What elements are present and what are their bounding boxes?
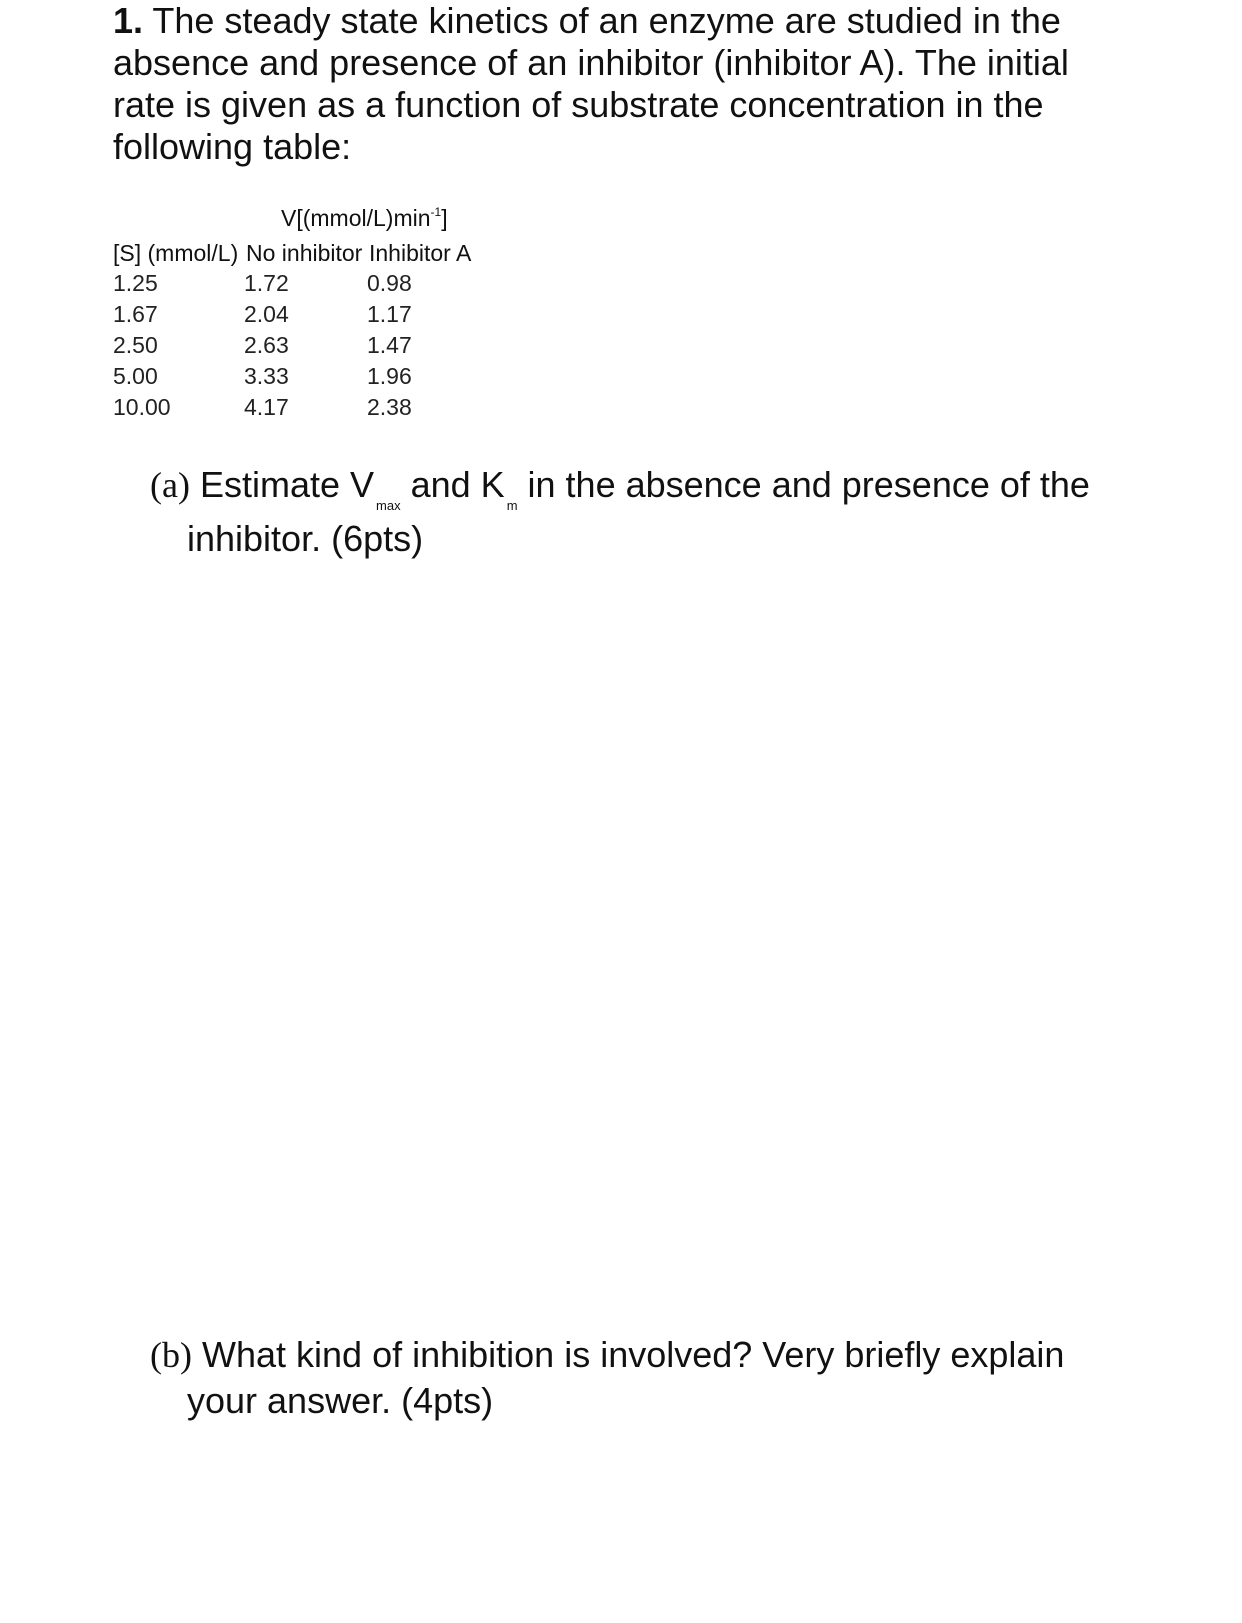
table-cell: 2.63 <box>244 332 289 358</box>
part-a-question: (a) Estimate $V_{max}and$ $K_min$ the absence and presence of the inhibitor. (6pts) <box>150 462 1130 562</box>
question-text: The steady state kinetics of an enzyme are studied in the absence and presence of an inhibitor (inhibitor A). The initial rate is given as a function of substrate concentration in the following table: <box>113 0 1069 167</box>
part-b-line2: your answer. (4pts) <box>187 1380 494 1421</box>
table-cell: 1.67 <box>113 301 158 327</box>
part-b-question <box>150 1332 1130 1424</box>
question-1-intro <box>113 0 1123 168</box>
column-header-inhibitor-a: Inhibitor A <box>369 240 472 266</box>
velocity-group-header: $V[(mmol/L)\min^{-1}]$ <box>281 205 448 231</box>
column-header-no-inhibitor: No inhibitor <box>246 240 363 266</box>
table-cell: 10.00 <box>113 394 171 420</box>
table-cell: 0.98 <box>367 270 412 296</box>
table-cell: 4.17 <box>244 394 289 420</box>
table-cell: 1.72 <box>244 270 289 296</box>
part-b-label: (b) <box>150 1335 192 1375</box>
table-cell: 3.33 <box>244 363 289 389</box>
part-a-line2: inhibitor. (6pts) <box>187 518 424 559</box>
vmax-subscript: max <box>376 498 401 513</box>
table-cell: 1.25 <box>113 270 158 296</box>
table-cell: 2.50 <box>113 332 158 358</box>
column-header-substrate: [S] (mmol/L) <box>113 240 239 266</box>
table-cell: 1.96 <box>367 363 412 389</box>
part-a-label: (a) <box>150 465 190 505</box>
table-cell: 1.17 <box>367 301 412 327</box>
table-cell: 2.04 <box>244 301 289 327</box>
km-subscript: m <box>506 498 518 513</box>
question-number: 1. <box>113 0 144 41</box>
part-b-line1: What kind of inhibition is involved? Very briefly explain <box>202 1334 1065 1375</box>
table-cell: 2.38 <box>367 394 412 420</box>
table-cell: 5.00 <box>113 363 158 389</box>
table-cell: 1.47 <box>367 332 412 358</box>
